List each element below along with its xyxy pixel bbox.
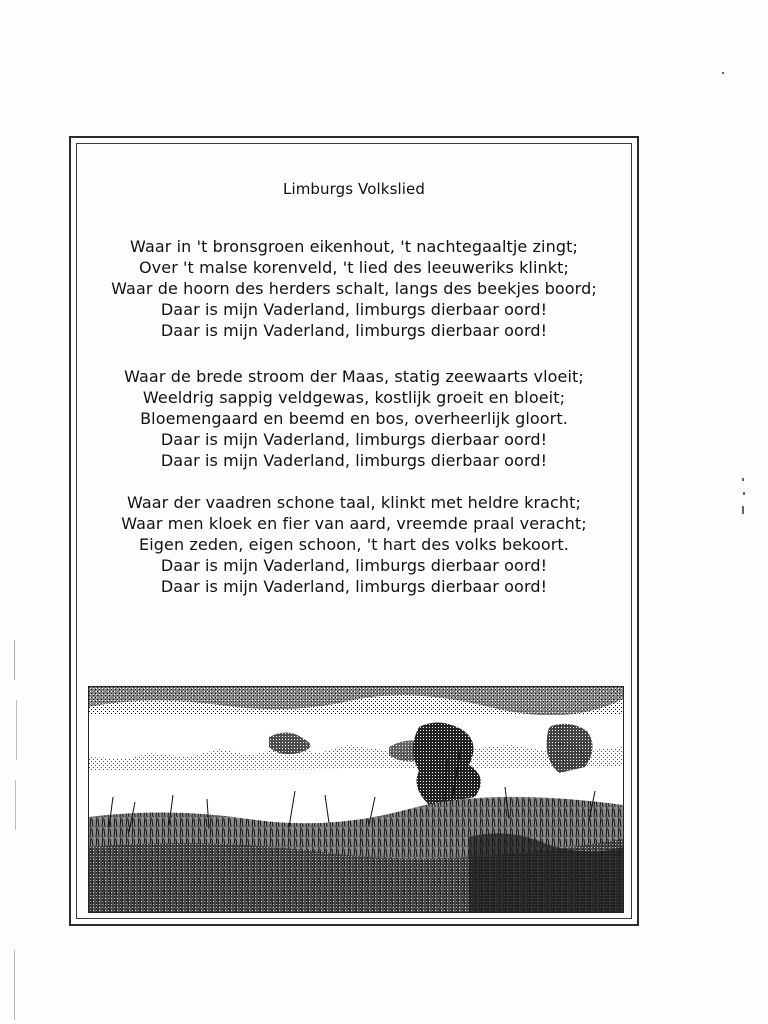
stanza-2	[71, 366, 637, 471]
stanza-line: Waar men kloek en fier van aard, vreemde praal veracht;	[121, 514, 587, 533]
scan-edge-mark	[14, 640, 15, 680]
stanza-line: Daar is mijn Vaderland, limburgs dierbaar oord!	[160, 577, 548, 596]
scan-speck	[722, 72, 724, 74]
stanza-1	[71, 236, 637, 341]
poem-frame	[69, 136, 639, 926]
stanza-line: Daar is mijn Vaderland, limburgs dierbaar oord!	[160, 451, 548, 470]
stanza-line: Over 't malse korenveld, 't lied des leeuweriks klinkt;	[138, 258, 569, 277]
stanza-line: Daar is mijn Vaderland, limburgs dierbaar oord!	[160, 430, 548, 449]
stanza-line: Bloemengaard en beemd en bos, overheerlijk gloort.	[140, 409, 568, 428]
stanza-line: Daar is mijn Vaderland, limburgs dierbaar oord!	[160, 300, 548, 319]
stanza-line: Daar is mijn Vaderland, limburgs dierbaar oord!	[160, 556, 548, 575]
scan-edge-mark	[14, 950, 15, 1020]
stanza-line: Eigen zeden, eigen schoon, 't hart des volks bekoort.	[139, 535, 569, 554]
landscape-photo-image	[89, 687, 623, 912]
stanza-line: Waar in 't bronsgroen eikenhout, 't nachtegaaltje zingt;	[130, 237, 578, 256]
scan-speck	[743, 492, 745, 495]
stanza-line: Waar de brede stroom der Maas, statig zeewaarts vloeit;	[124, 367, 584, 386]
poem-title: Limburgs Volkslied	[282, 180, 425, 198]
stanza-line: Waar der vaadren schone taal, klinkt met heldre kracht;	[126, 493, 582, 512]
scan-speck	[742, 478, 744, 481]
scan-edge-mark	[15, 780, 16, 830]
scan-speck	[742, 506, 744, 514]
stanza-line: Waar de hoorn des herders schalt, langs des beekjes boord;	[111, 279, 597, 298]
stanza-line: Weeldrig sappig veldgewas, kostlijk groeit en bloeit;	[142, 388, 566, 407]
scan-edge-mark	[16, 700, 17, 760]
stanza-line: Daar is mijn Vaderland, limburgs dierbaar oord!	[160, 321, 548, 340]
landscape-illustration	[88, 686, 624, 913]
stanza-3	[71, 492, 637, 597]
